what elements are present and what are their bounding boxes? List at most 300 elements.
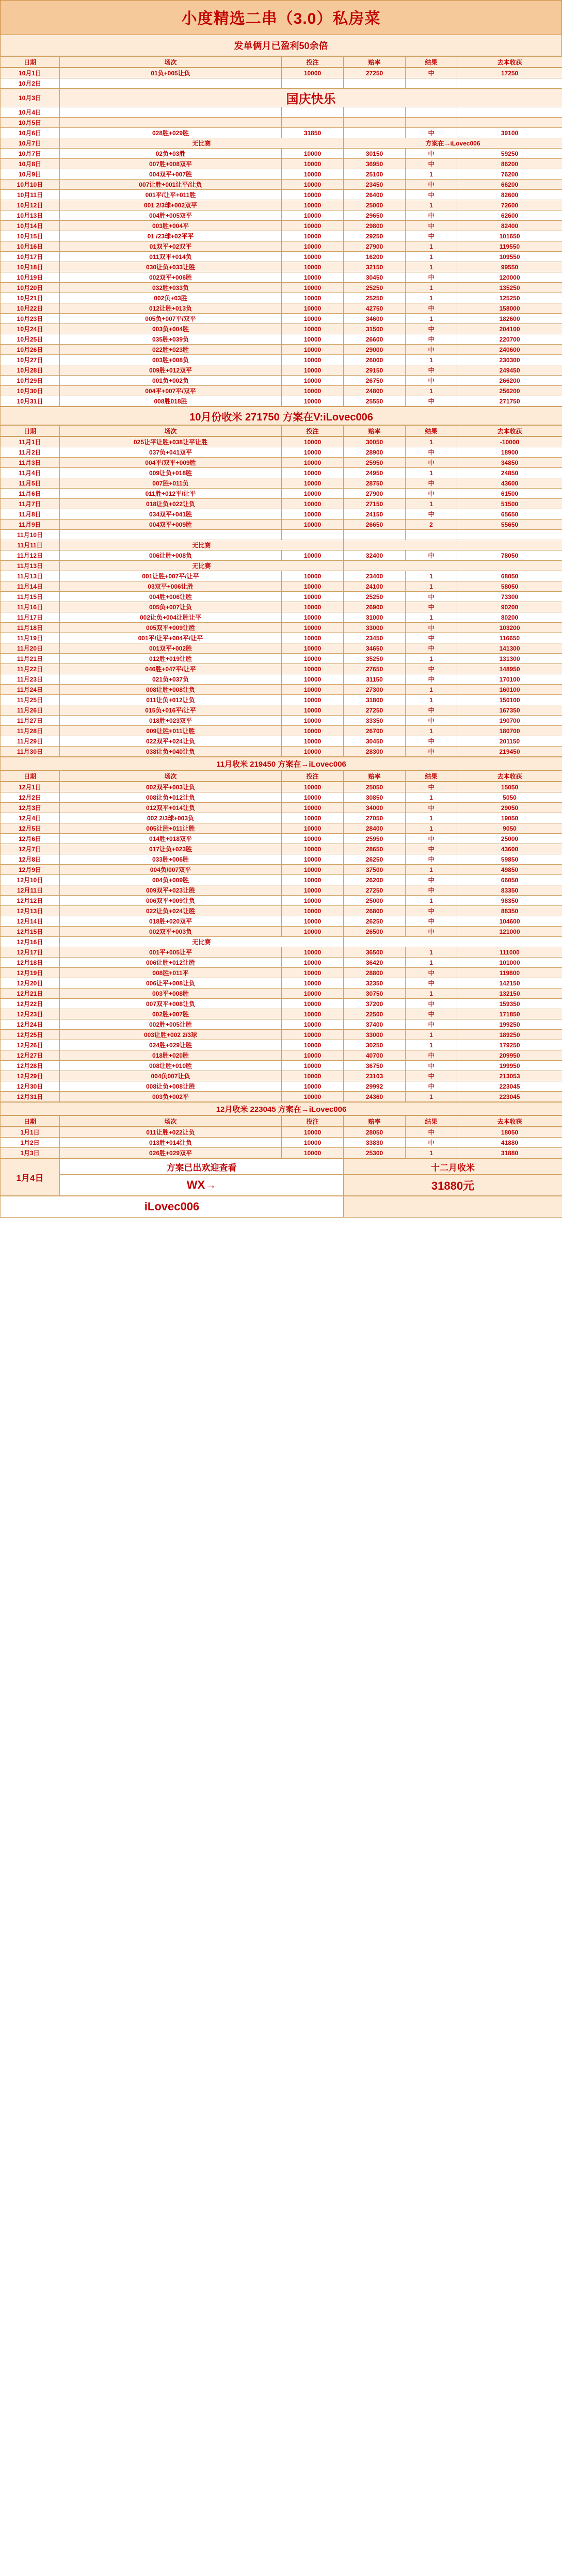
november-rows bbox=[0, 436, 562, 757]
row-result: 中 bbox=[406, 478, 457, 489]
row-result: 1 bbox=[406, 499, 457, 509]
row-stake: 10000 bbox=[282, 823, 344, 834]
row-stake: 10000 bbox=[282, 906, 344, 916]
october-rows bbox=[0, 68, 562, 407]
table-row bbox=[1, 916, 562, 927]
row-note: 无比赛 bbox=[60, 937, 344, 947]
row-profit: 99550 bbox=[457, 262, 562, 272]
row-odds: 30250 bbox=[344, 1040, 406, 1050]
row-stake: 10000 bbox=[282, 468, 344, 478]
row-profit: 51500 bbox=[457, 499, 562, 509]
row-date: 11月12日 bbox=[1, 550, 60, 561]
row-profit: 256200 bbox=[457, 386, 562, 396]
row-odds: 25050 bbox=[344, 782, 406, 792]
row-result: 1 bbox=[406, 200, 457, 210]
table-row bbox=[1, 324, 562, 334]
row-match: 005双平+009让胜 bbox=[60, 623, 282, 633]
table-row bbox=[1, 283, 562, 293]
row-result bbox=[406, 118, 457, 128]
row-stake: 10000 bbox=[282, 978, 344, 989]
row-match: 026胜+029双平 bbox=[60, 1148, 282, 1158]
row-result: 中 bbox=[406, 999, 457, 1009]
row-date: 12月6日 bbox=[1, 834, 60, 844]
row-odds: 33350 bbox=[344, 716, 406, 726]
footer-line2: WX→ bbox=[60, 1175, 344, 1196]
row-profit: 66050 bbox=[457, 875, 562, 885]
row-match: 033胜+006胜 bbox=[60, 854, 282, 865]
row-match: 012双平+014让负 bbox=[60, 803, 282, 813]
row-odds: 37500 bbox=[344, 865, 406, 875]
table-header-row bbox=[1, 1116, 562, 1127]
row-odds: 40700 bbox=[344, 1050, 406, 1061]
row-odds: 33000 bbox=[344, 623, 406, 633]
row-result: 1 bbox=[406, 813, 457, 823]
row-odds bbox=[344, 107, 406, 118]
row-odds: 36750 bbox=[344, 1061, 406, 1071]
column-header: 投注 bbox=[282, 426, 344, 436]
row-profit: 43600 bbox=[457, 478, 562, 489]
row-date: 12月24日 bbox=[1, 1019, 60, 1030]
row-result: 中 bbox=[406, 906, 457, 916]
row-stake: 10000 bbox=[282, 602, 344, 612]
row-stake: 10000 bbox=[282, 844, 344, 854]
row-date: 10月28日 bbox=[1, 365, 60, 376]
row-result: 中 bbox=[406, 844, 457, 854]
table-row bbox=[1, 530, 562, 540]
row-stake: 10000 bbox=[282, 916, 344, 927]
row-stake: 10000 bbox=[282, 252, 344, 262]
row-match: 008让胜+010胜 bbox=[60, 1061, 282, 1071]
table-row bbox=[1, 68, 562, 78]
row-profit: 90200 bbox=[457, 602, 562, 612]
row-odds: 29650 bbox=[344, 210, 406, 221]
row-result: 中 bbox=[406, 447, 457, 458]
row-result: 中 bbox=[406, 221, 457, 231]
row-stake: 10000 bbox=[282, 159, 344, 169]
row-date: 10月7日 bbox=[1, 149, 60, 159]
row-stake: 10000 bbox=[282, 989, 344, 999]
row-match: 009胜+012双平 bbox=[60, 365, 282, 376]
row-odds: 30450 bbox=[344, 736, 406, 747]
row-profit: 120000 bbox=[457, 272, 562, 283]
row-result: 中 bbox=[406, 210, 457, 221]
row-date: 10月25日 bbox=[1, 334, 60, 345]
row-result: 中 bbox=[406, 633, 457, 643]
row-date: 10月13日 bbox=[1, 210, 60, 221]
row-odds: 27900 bbox=[344, 241, 406, 252]
row-profit: 213053 bbox=[457, 1071, 562, 1081]
table-row bbox=[1, 334, 562, 345]
footer-wechat-id[interactable]: iLovec006 bbox=[1, 1196, 344, 1218]
row-date: 10月7日 bbox=[1, 138, 60, 149]
table-row bbox=[1, 550, 562, 561]
row-date: 11月21日 bbox=[1, 654, 60, 664]
row-match bbox=[60, 78, 282, 89]
row-result: 中 bbox=[406, 376, 457, 386]
row-stake: 10000 bbox=[282, 664, 344, 674]
row-date: 10月19日 bbox=[1, 272, 60, 283]
row-match: 030让负+033让胜 bbox=[60, 262, 282, 272]
column-header: 结果 bbox=[406, 57, 457, 68]
row-profit: 68050 bbox=[457, 571, 562, 581]
row-result: 中 bbox=[406, 231, 457, 241]
row-date: 12月4日 bbox=[1, 813, 60, 823]
row-match: 018胜+020胜 bbox=[60, 1050, 282, 1061]
row-result bbox=[406, 107, 457, 118]
row-profit: 103200 bbox=[457, 623, 562, 633]
row-odds: 23400 bbox=[344, 571, 406, 581]
row-date: 12月5日 bbox=[1, 823, 60, 834]
footer-total-label: 十二月收米 bbox=[344, 1159, 562, 1175]
row-profit: 24850 bbox=[457, 468, 562, 478]
column-header: 日期 bbox=[1, 1116, 60, 1127]
footer-block bbox=[0, 1158, 562, 1196]
row-match: 008让负+012让负 bbox=[60, 792, 282, 803]
row-stake: 10000 bbox=[282, 386, 344, 396]
row-stake bbox=[282, 107, 344, 118]
table-row bbox=[1, 1092, 562, 1102]
row-odds: 23103 bbox=[344, 1071, 406, 1081]
row-date: 10月22日 bbox=[1, 303, 60, 314]
row-result: 1 bbox=[406, 612, 457, 623]
row-profit bbox=[457, 118, 562, 128]
row-profit: 249450 bbox=[457, 365, 562, 376]
december-table bbox=[0, 770, 562, 782]
row-odds: 25250 bbox=[344, 592, 406, 602]
row-result: 中 bbox=[406, 705, 457, 716]
row-match: 002双平+006胜 bbox=[60, 272, 282, 283]
column-header: 场次 bbox=[60, 771, 282, 782]
row-odds: 28400 bbox=[344, 823, 406, 834]
column-header: 赔率 bbox=[344, 57, 406, 68]
row-stake: 10000 bbox=[282, 283, 344, 293]
row-date: 10月27日 bbox=[1, 355, 60, 365]
table-row bbox=[1, 1061, 562, 1071]
row-result: 1 bbox=[406, 989, 457, 999]
row-odds bbox=[344, 118, 406, 128]
row-date: 10月6日 bbox=[1, 128, 60, 138]
table-row bbox=[1, 958, 562, 968]
table-row bbox=[1, 726, 562, 736]
row-result: 1 bbox=[406, 581, 457, 592]
row-result: 中 bbox=[406, 159, 457, 169]
row-odds: 25100 bbox=[344, 169, 406, 180]
table-row bbox=[1, 169, 562, 180]
table-row bbox=[1, 747, 562, 757]
table-row bbox=[1, 138, 562, 149]
footer-date: 1月4日 bbox=[1, 1159, 60, 1196]
table-row bbox=[1, 1138, 562, 1148]
row-match: 007双平+008让负 bbox=[60, 999, 282, 1009]
row-result: 1 bbox=[406, 169, 457, 180]
row-result: 中 bbox=[406, 1138, 457, 1148]
row-date: 11月2日 bbox=[1, 447, 60, 458]
row-result: 中 bbox=[406, 1050, 457, 1061]
column-header: 场次 bbox=[60, 1116, 282, 1127]
row-result: 1 bbox=[406, 865, 457, 875]
row-stake: 10000 bbox=[282, 376, 344, 386]
row-result: 中 bbox=[406, 875, 457, 885]
table-row bbox=[1, 803, 562, 813]
table-row bbox=[1, 1148, 562, 1158]
row-result: 1 bbox=[406, 314, 457, 324]
row-profit: 220700 bbox=[457, 334, 562, 345]
row-odds: 27650 bbox=[344, 664, 406, 674]
row-odds: 32400 bbox=[344, 550, 406, 561]
row-date: 11月14日 bbox=[1, 581, 60, 592]
column-header: 投注 bbox=[282, 1116, 344, 1127]
row-profit: 135250 bbox=[457, 283, 562, 293]
page-root bbox=[0, 0, 562, 1218]
table-row bbox=[1, 612, 562, 623]
row-profit bbox=[457, 78, 562, 89]
row-profit: 170100 bbox=[457, 674, 562, 685]
row-date: 10月17日 bbox=[1, 252, 60, 262]
table-row bbox=[1, 716, 562, 726]
row-profit: 34850 bbox=[457, 458, 562, 468]
table-row bbox=[1, 968, 562, 978]
row-profit: 98350 bbox=[457, 896, 562, 906]
row-match: 008让胜+008让负 bbox=[60, 685, 282, 695]
row-profit: 62600 bbox=[457, 210, 562, 221]
table-row bbox=[1, 241, 562, 252]
table-row bbox=[1, 823, 562, 834]
row-odds: 28300 bbox=[344, 747, 406, 757]
row-date: 11月9日 bbox=[1, 520, 60, 530]
row-match: 004平/双平+009胜 bbox=[60, 458, 282, 468]
row-stake: 10000 bbox=[282, 200, 344, 210]
row-odds: 24100 bbox=[344, 581, 406, 592]
table-row bbox=[1, 447, 562, 458]
row-date: 11月8日 bbox=[1, 509, 60, 520]
row-result: 中 bbox=[406, 716, 457, 726]
row-match: 035胜+039负 bbox=[60, 334, 282, 345]
table-row bbox=[1, 623, 562, 633]
table-row bbox=[1, 1050, 562, 1061]
row-result: 1 bbox=[406, 262, 457, 272]
table-row bbox=[1, 509, 562, 520]
row-profit: 199950 bbox=[457, 1061, 562, 1071]
row-stake: 10000 bbox=[282, 1009, 344, 1019]
table-row bbox=[1, 875, 562, 885]
row-date: 12月8日 bbox=[1, 854, 60, 865]
row-match: 005负+007让负 bbox=[60, 602, 282, 612]
row-match: 022双平+024让负 bbox=[60, 736, 282, 747]
row-odds: 25000 bbox=[344, 896, 406, 906]
table-row bbox=[1, 999, 562, 1009]
row-odds: 25950 bbox=[344, 834, 406, 844]
row-date: 12月17日 bbox=[1, 947, 60, 958]
row-date: 12月12日 bbox=[1, 896, 60, 906]
page-title: 小度精选二串（3.0）私房菜 bbox=[181, 10, 381, 27]
row-match: 001 2/3球+002双平 bbox=[60, 200, 282, 210]
row-match: 004双平+007胜 bbox=[60, 169, 282, 180]
row-match: 011让负+012让负 bbox=[60, 695, 282, 705]
row-match: 005让胜+011让胜 bbox=[60, 823, 282, 834]
row-result: 1 bbox=[406, 293, 457, 303]
row-note-extra bbox=[344, 937, 562, 947]
row-note-extra: 方案在→iLovec006 bbox=[344, 138, 562, 149]
december-summary bbox=[0, 1102, 562, 1115]
row-profit: 141300 bbox=[457, 643, 562, 654]
holiday-note: 国庆快乐 bbox=[60, 89, 562, 107]
column-header: 投注 bbox=[282, 771, 344, 782]
row-date: 11月26日 bbox=[1, 705, 60, 716]
row-profit: 19050 bbox=[457, 813, 562, 823]
row-odds: 36950 bbox=[344, 159, 406, 169]
january-rows bbox=[0, 1127, 562, 1158]
table-row bbox=[1, 854, 562, 865]
row-match: 001负+002负 bbox=[60, 376, 282, 386]
row-odds: 37400 bbox=[344, 1019, 406, 1030]
row-result: 中 bbox=[406, 509, 457, 520]
row-stake: 10000 bbox=[282, 633, 344, 643]
table-row bbox=[1, 813, 562, 823]
row-date: 11月6日 bbox=[1, 489, 60, 499]
row-match: 02负+03胜 bbox=[60, 149, 282, 159]
row-profit: 72600 bbox=[457, 200, 562, 210]
table-row bbox=[1, 468, 562, 478]
row-odds bbox=[344, 78, 406, 89]
table-row bbox=[1, 885, 562, 896]
row-stake: 10000 bbox=[282, 695, 344, 705]
row-stake: 10000 bbox=[282, 210, 344, 221]
row-date: 12月23日 bbox=[1, 1009, 60, 1019]
table-row bbox=[1, 396, 562, 407]
row-odds: 33000 bbox=[344, 1030, 406, 1040]
table-row bbox=[1, 190, 562, 200]
row-note: 无比赛 bbox=[60, 138, 344, 149]
row-result: 中 bbox=[406, 592, 457, 602]
row-odds: 27150 bbox=[344, 499, 406, 509]
row-profit: 66200 bbox=[457, 180, 562, 190]
row-profit: 230300 bbox=[457, 355, 562, 365]
row-result: 中 bbox=[406, 968, 457, 978]
row-result: 1 bbox=[406, 654, 457, 664]
row-profit: 125250 bbox=[457, 293, 562, 303]
row-match: 032胜+033负 bbox=[60, 283, 282, 293]
row-result: 中 bbox=[406, 272, 457, 283]
table-row bbox=[1, 947, 562, 958]
table-row bbox=[1, 736, 562, 747]
row-date: 11月17日 bbox=[1, 612, 60, 623]
row-profit: 29050 bbox=[457, 803, 562, 813]
row-match: 021负+037负 bbox=[60, 674, 282, 685]
row-date: 11月13日 bbox=[1, 571, 60, 581]
column-header: 去本收获 bbox=[457, 771, 562, 782]
row-match: 013胜+014让负 bbox=[60, 1138, 282, 1148]
row-result: 中 bbox=[406, 916, 457, 927]
table-row bbox=[1, 520, 562, 530]
row-date: 11月5日 bbox=[1, 478, 60, 489]
row-result: 中 bbox=[406, 1009, 457, 1019]
row-date: 10月8日 bbox=[1, 159, 60, 169]
row-match: 022让负+024让胜 bbox=[60, 906, 282, 916]
row-result: 中 bbox=[406, 854, 457, 865]
row-profit: 150100 bbox=[457, 695, 562, 705]
row-match: 001平/让平+011胜 bbox=[60, 190, 282, 200]
table-row bbox=[1, 989, 562, 999]
row-odds: 27300 bbox=[344, 685, 406, 695]
row-match: 003胜+008负 bbox=[60, 355, 282, 365]
row-match: 017让负+023胜 bbox=[60, 844, 282, 854]
row-profit: 204100 bbox=[457, 324, 562, 334]
row-profit: 15050 bbox=[457, 782, 562, 792]
january-table bbox=[0, 1115, 562, 1127]
row-profit: 142150 bbox=[457, 978, 562, 989]
row-date: 11月18日 bbox=[1, 623, 60, 633]
table-row bbox=[1, 262, 562, 272]
row-date: 10月15日 bbox=[1, 231, 60, 241]
table-row bbox=[1, 1071, 562, 1081]
row-result: 1 bbox=[406, 355, 457, 365]
row-stake: 10000 bbox=[282, 643, 344, 654]
row-match: 007胜+008双平 bbox=[60, 159, 282, 169]
row-profit: 119550 bbox=[457, 241, 562, 252]
row-odds: 30850 bbox=[344, 792, 406, 803]
row-profit: 5050 bbox=[457, 792, 562, 803]
row-date: 12月9日 bbox=[1, 865, 60, 875]
row-result: 中 bbox=[406, 396, 457, 407]
row-odds: 29150 bbox=[344, 365, 406, 376]
row-odds: 30050 bbox=[344, 437, 406, 447]
row-odds: 26750 bbox=[344, 376, 406, 386]
row-odds: 27250 bbox=[344, 885, 406, 896]
row-result: 中 bbox=[406, 927, 457, 937]
row-stake: 10000 bbox=[282, 241, 344, 252]
row-match: 018胜+023双平 bbox=[60, 716, 282, 726]
row-profit: 266200 bbox=[457, 376, 562, 386]
column-header: 日期 bbox=[1, 771, 60, 782]
row-stake: 10000 bbox=[282, 180, 344, 190]
row-profit: 219450 bbox=[457, 747, 562, 757]
row-stake: 10000 bbox=[282, 1138, 344, 1148]
row-odds: 26800 bbox=[344, 906, 406, 916]
row-odds: 29992 bbox=[344, 1081, 406, 1092]
row-profit: 17250 bbox=[457, 68, 562, 78]
row-date: 10月4日 bbox=[1, 107, 60, 118]
row-odds: 25250 bbox=[344, 293, 406, 303]
row-stake: 10000 bbox=[282, 1092, 344, 1102]
row-date: 12月20日 bbox=[1, 978, 60, 989]
row-stake: 10000 bbox=[282, 68, 344, 78]
row-match bbox=[60, 107, 282, 118]
november-table bbox=[0, 425, 562, 436]
table-row bbox=[1, 221, 562, 231]
row-stake: 10000 bbox=[282, 726, 344, 736]
row-odds: 31500 bbox=[344, 324, 406, 334]
row-result: 1 bbox=[406, 896, 457, 906]
table-row bbox=[1, 540, 562, 550]
row-date: 11月3日 bbox=[1, 458, 60, 468]
row-profit: 109550 bbox=[457, 252, 562, 262]
row-result bbox=[406, 78, 457, 89]
row-profit: 116650 bbox=[457, 633, 562, 643]
row-date: 11月20日 bbox=[1, 643, 60, 654]
row-profit: 83350 bbox=[457, 885, 562, 896]
row-profit: 132150 bbox=[457, 989, 562, 999]
row-date: 11月11日 bbox=[1, 540, 60, 550]
row-profit: 39100 bbox=[457, 128, 562, 138]
row-match: 034双平+041胜 bbox=[60, 509, 282, 520]
table-row bbox=[1, 1019, 562, 1030]
table-row bbox=[1, 128, 562, 138]
table-row bbox=[1, 458, 562, 468]
row-date: 11月15日 bbox=[1, 592, 60, 602]
row-profit: 271750 bbox=[457, 396, 562, 407]
row-stake: 10000 bbox=[282, 1081, 344, 1092]
row-date: 10月26日 bbox=[1, 345, 60, 355]
